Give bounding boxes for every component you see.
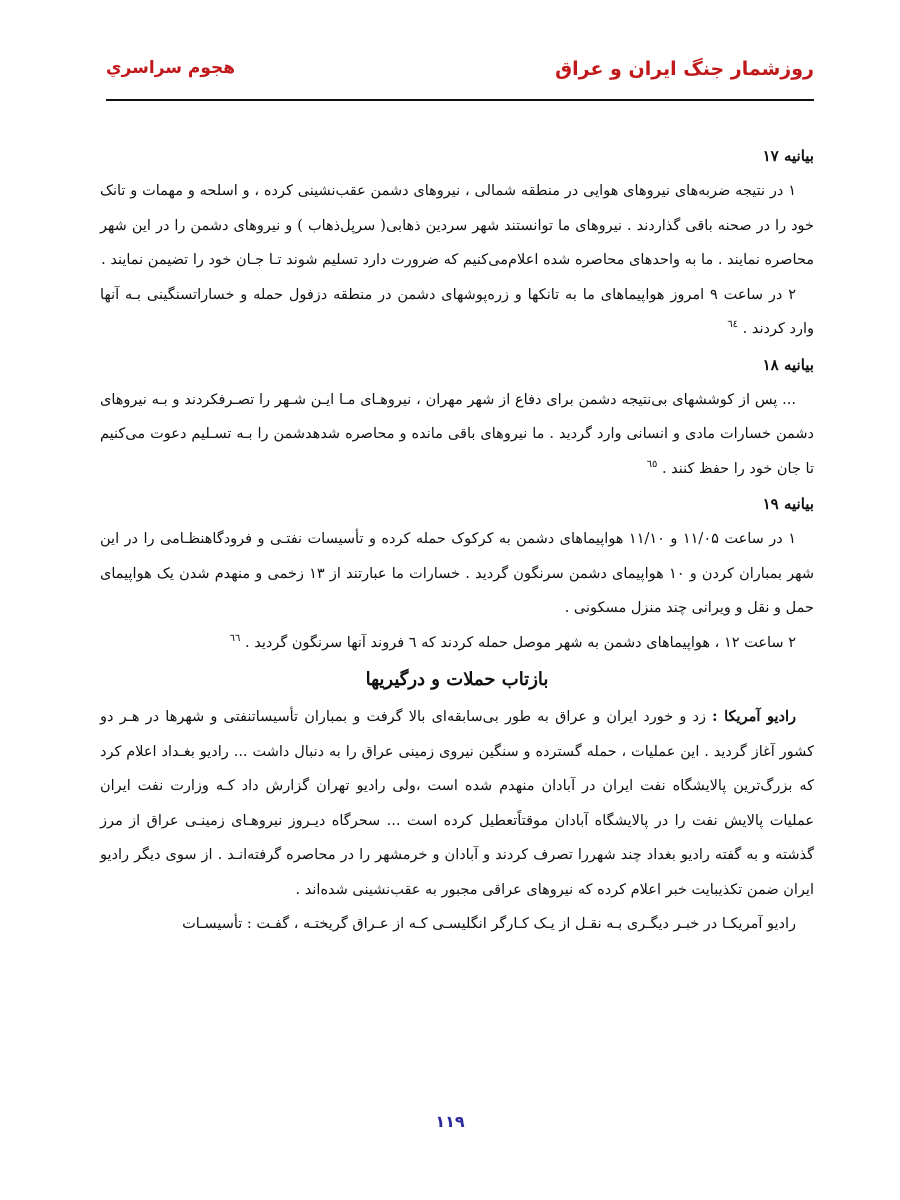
book-title: روزشمار جنگ ایران و عراق — [555, 58, 814, 80]
statement-heading: بیانیه ۱۷ — [762, 147, 814, 165]
page-number: ۱۱۹ — [435, 1112, 465, 1131]
report-paragraph — [100, 907, 814, 942]
footnote-ref[interactable]: ٦٥ — [646, 458, 658, 470]
paragraph-text: ۲ در ساعت ۹ امروز هواپیماهای ما به تانکها و زره‌پوشهای دشمن در منطقه دزفول حمله و خساراتسنگینی بـه آنها وارد کردند . — [100, 286, 814, 337]
statement-heading: بیانیه ۱۹ — [762, 495, 814, 513]
paragraph-text: ۲ ساعت ۱۲ ، هواپیماهای دشمن به شهر موصل حمله کردند که ٦ فروند آنها سرنگون گردید . — [245, 634, 796, 651]
statement-paragraph — [100, 278, 814, 347]
footnote-ref[interactable]: ٦٤ — [727, 319, 739, 331]
source-label: رادیو آمریکا : — [712, 708, 796, 725]
statement-paragraph — [100, 174, 814, 278]
statement-paragraph — [100, 626, 814, 661]
paragraph-text: ۱ در نتیجه ضربه‌های نیروهای هوایی در منطقه شمالی ، نیروهای دشمن عقب‌نشینی کرده ، و اسلحه و مهمات و تانک خود را در صحنه باقی گذاردند . نیروهای ما توانستند شهر سردین ذهابی( سرپل‌ذهاب ) و نیروهای دشمن را در این شهر محاصره نمایند . ما به واحدهای محاصره شده اعلام‌می‌کنیم که ضرورت دارد تسلیم شوند تـا جـان خود را تضیمن نمایند . — [100, 183, 814, 268]
statement-paragraph — [100, 383, 814, 487]
paragraph-text: ... پس از کوششهای بی‌نتیجه دشمن برای دفاع از شهر مهران ، نیروهـای مـا ایـن شـهر را تصـرفکردند و بـه نیروهای دشمن خسارات مادی و انسانی وارد گردید . ما نیروهای باقی مانده و محاصره شدهدشمن را بـه تسـلیم دعوت می‌کنیم تا جان خود را حفظ کنند . — [100, 391, 814, 477]
statement-heading: بیانیه ۱۸ — [762, 355, 814, 374]
paragraph-text: رادیو آمریکـا در خبـر دیگـری بـه نقـل از یـک کـارگر انگلیسـی کـه از عـراق گریختـه ، گفـت : تأسیسـات — [182, 916, 796, 932]
running-header — [106, 52, 814, 94]
header-divider — [106, 99, 814, 101]
footnote-ref[interactable]: ٦٦ — [229, 632, 241, 644]
statement-paragraph — [100, 522, 814, 626]
paragraph-text: ۱ در ساعت ۱۱/۰۵ و ۱۱/۱۰ هواپیماهای دشمن به کرکوک حمله کرده و تأسیسات نفتـی و فرودگاهنظـامی را در این شهر بمباران کردن و ۱۰ هواپیمای دشمن سرنگون گردید . خسارات ما عبارتند از ۱۳ زخمی و منهدم شدن یک هواپیمای حمل و نقل و ویرانی چند منزل مسکونی . — [100, 531, 815, 616]
section-heading: بازتاب حملات و درگیریها — [365, 669, 549, 690]
main-text — [100, 138, 814, 942]
section-title: هجوم سراسري — [106, 58, 236, 78]
paragraph-text: زد و خورد ایران و عراق به طور بی‌سابقه‌ای بالا گرفت و بمباران تأسیساتنفتی و شهرها در هـر دو کشور آغاز گردید . این عملیات ، حمله گسترده و سنگین نیروی زمینی عراق را به دنبال داشت ... رادیو بغـداد اعلام کرد که بزرگ‌ترین پالایشگاه نفت ایران در آبادان منهدم شده است ،ولی رادیو تهران گزارش داد کـه وزارت نفت ایران عملیات پالایش نفت را در پالایشگاه آبادان موقتاًتعطیل کرده است ... سحرگاه دیـروز نیروهـای زمینـی عراق از مرز گذشته و به گفته رادیو بغداد چند شهررا تصرف کردند و آبادان و خرمشهر را در محاصره گرفته‌انـد . از سوی دیگر رادیو ایران ضمن تکذیبایت خبر اعلام کرده که نیروهای عراقی مجبور به عقب‌نشینی شده‌اند . — [100, 709, 814, 898]
report-paragraph — [100, 700, 814, 907]
